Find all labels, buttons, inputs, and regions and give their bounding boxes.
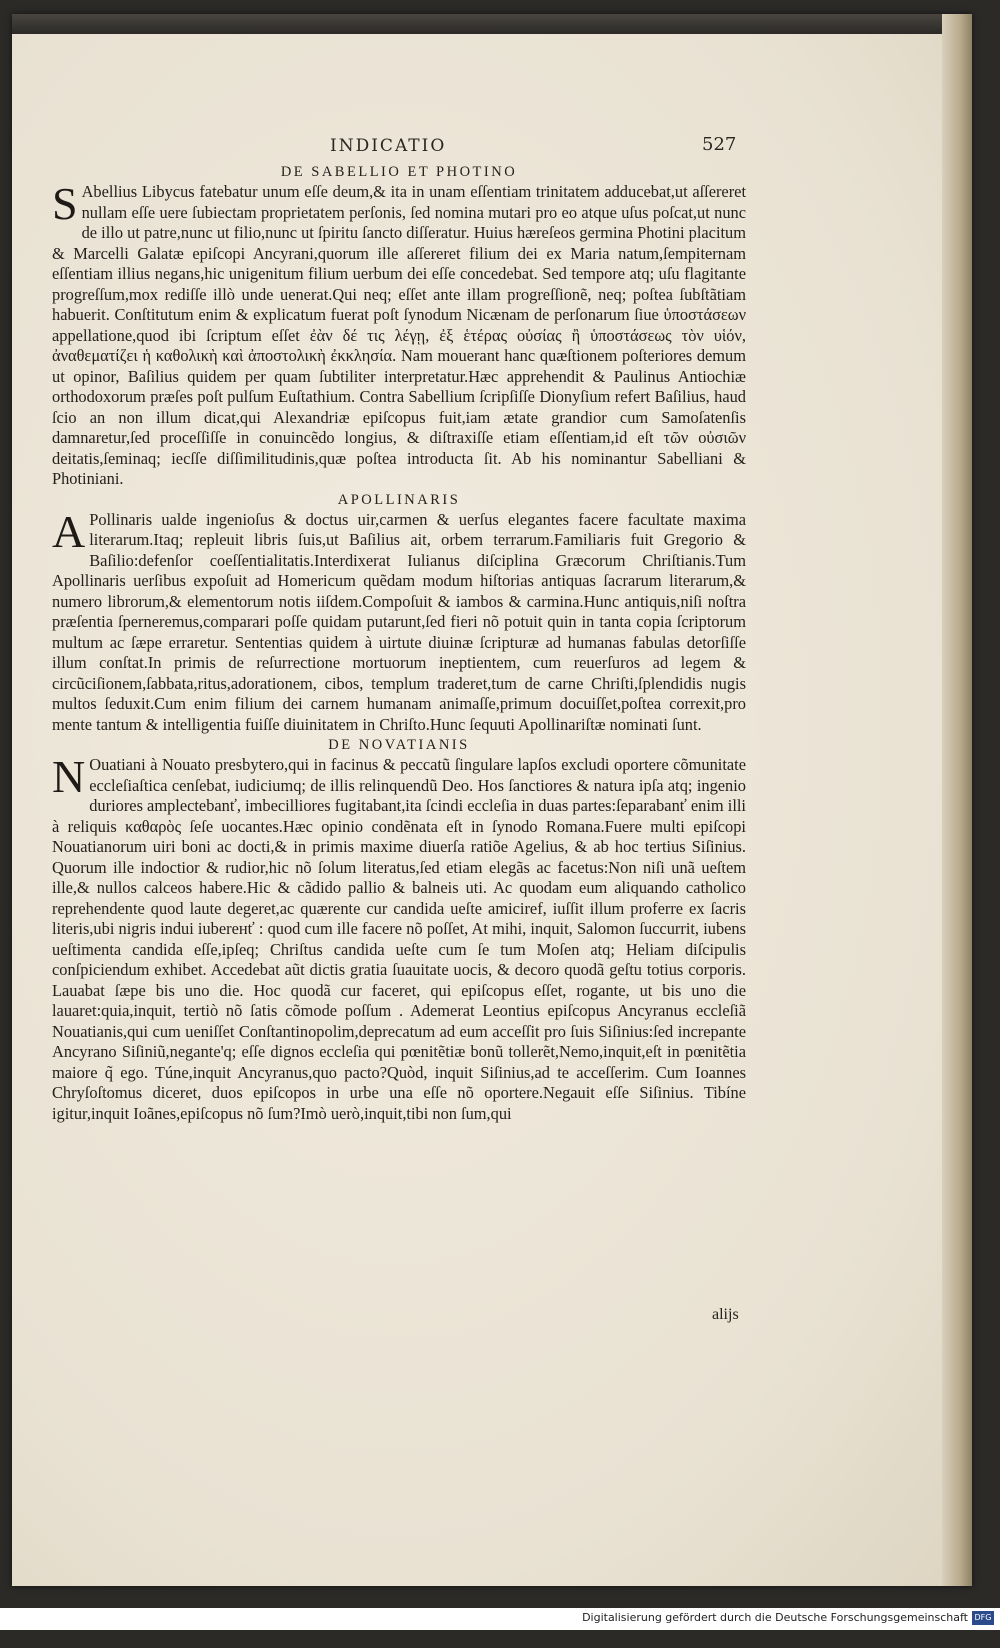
section-paragraph [52,751,746,1124]
book-page [12,14,972,1586]
footer-credit: Digitalisierung gefördert durch die Deutsche Forschungsgemeinschaft [582,1611,968,1624]
dfg-logo: DFG [972,1611,994,1625]
section-heading: APOLLINARIS [337,491,461,508]
paragraph-text: Abellius Libycus fatebatur unum eſſe deum,& ita in unam eſſentiam trinitatem adducebat,ut aſſereret nullam eſſe uere ſubiectam proprietatem perſonis, ſed nomina mutari pro eo atque uſus poſcat,ut nunc de illo ut patre,nunc ut filio,nunc ut ſpiritu ſancto diſſeratur. Huius hæreſeos germina Photini placitum & Marcelli Galatæ epiſcopi Ancyrani,quorum ille aſſereret filium dei ex Maria natum,ſempiternam eſſentiam illius negans,hic unigenitum filium uerbum dei eſſe concedebat. Sed tempore atq; uſu flagitante progreſſum,mox rediſſe illò unde uenerat.Qui neq; eſſet ante illam progreſſionẽ, neq; poſtea ſubſtãtiam habuerit. Conſtitutum enim & explicatum fuerat poſt ſynodum Nicænam de perſonarum ſiue ὑποστάσεων appellatione,quod ibi ſcriptum eſſet ἐὰν δέ τις λέγῃ, ἐξ ἑτέρας οὐσίας ἢ ὑποστάσεως τὸν υἱόν, ἀναθεματίζει ἡ καθολικὴ καὶ ἀποστολικὴ ἐκκλησία. Nam mouerant hanc quæſtionem poſteriores demum ut opinor, Baſilius quidem per quam ſubtiliter interpretatur.Hæc apprehendit & Paulinus Antiochiæ orthodoxorum præſes poſt pulſum Euſtathium. Contra Sabellium ſcripſiſſe Dionyſium refert Baſilius, haud ſcio an non illum dicat,qui Alexandriæ epiſcopus fuit,iam ætate grandior cum Samoſatenſis damnaretur,ſed proceſſiſſe in conuincẽdo longius, & diſtraxiſſe etiam eſſentiam,id eſt τῶν οὐσιῶν deitatis,ſeminaq; iecſſe diſſimilitudinis,quæ poſtea introducta ſit. Ab his nominantur Sabelliani & Photiniani. [52,182,746,488]
drop-cap: A [52,505,86,557]
page-number: 527 [702,134,737,155]
text-block [52,162,746,1124]
section-paragraph [52,505,746,736]
paragraph-text: Pollinaris ualde ingenioſus & doctus uir,carmen & uerſus elegantes facere facultate maxima literarum.Itaq; repleuit libris ſuis,ut Baſilius ait, orbem terrarum.Familiaris fuit Gregorio & Baſilio:defenſor coeſſentialitatis.Interdixerat Iulianus diſciplina Græcorum Chriſtianis.Tum Apollinaris uerſibus expoſuit ad Homericum quẽdam modum hiſtorias antiquas ſacrarum literarum,& numero librorum,& elementorum notis iiſdem.Compoſuit & iambos & carmina.Hunc antiquis,niſi noſtra præſentia ſperneremus,comparari poſſe quidam putarunt,ſed fieri nõ potuit quin in tanta copia ſcriptorum multum ac ſæpe erraretur. Sententias quidem à uirtute diuinæ ſcripturæ ad humanas fabulas detorſiſſe illum conſtat.In primis de reſurrectione mortuorum ineptientem, cum reuerſuros ad legem & circũciſionem,ſabbata,ritus,adorationem, cibos, templum traderet,tum de carne Chriſti,ſplendidis nugis multos ſeduxit.Cum enim filium dei carnem humanam animaſſe,primum docuiſſet,poſtea correxit,pro mente tantum & intelligentia fuiſſe diuinitatem in Chriſto.Hunc ſequuti Apollinariſtæ nominati ſunt. [52,509,746,734]
catchword: alijs [712,1306,739,1323]
section-paragraph [52,178,746,490]
footer-bar [0,1608,1000,1630]
section-heading: DE NOVATIANIS [328,737,470,753]
section-heading: DE SABELLIO ET PHOTINO [280,164,518,180]
page-top-shadow [12,14,972,34]
drop-cap: S [52,178,78,229]
paragraph-text: Ouatiani à Nouato presbytero,qui in facinus & peccatũ ſingulare lapſos excludi oportere cõmunitate eccleſiaſtica cenſebat, iudiciumq; de illis relinquendũ Deo. Hos ſanctiores & natura ipſa atq; ingenio duriores amplectebanť, imbecilliores fugitabant,ita ſcindi eccleſia in duas partes:ſeparabanť enim illi à reliquis καθαρὸς ſeſe uocantes.Hæc opinio condẽnata eſt in ſynodo Romana.Fuere multi epiſcopi Nouatianorum uiri boni ac docti,& in primis maxime diuerſa ratiõe Agelius, & ab hoc tertius Siſinius. Quorum ille indoctior & rudior,hic nõ ſolum literatus,ſed etiam elegãs ac facetus:Non niſi unã ueſtem ille,& nullos calceos habere.Hic & cãdido pallio & balneis uti. Ac quodam eum aliquando catholico reprehendente quod laute degeret,ac quærente cur candida ueſte amiciref, iuſſit illum proferre ex ſacris literis,ubi nigris indui iubereнť : quod cum ille facere nõ poſſet, At mihi, inquit, Salomon ſuccurrit, iubens ueſtimenta candida eſſe,ipſeq; Chriſtus candida ueſte cum ſe tum Moſen atq; Heliam diſcipulis conſpiciendum exhibet. Accedebat aũt dictis gratia ſuauitate uocis, & decoro quodã geſtu totius corporis. Lauabat ſæpe bis uno die. Hoc quodã cur faceret, qui epiſcopus eſſet, rogante, ut bis uno die lauaret:quia,inquit, tertiò nõ ſatis cõmode poſſum . Ademerat Leontius epiſcopus Ancyranus eccleſiã Nouatianis,qui cum ueniſſet Conſtantinopolim,deprecatum ad eum acceſſit pro ſuis Siſinius:ſed increpante Ancyrano Siſiniũ,negante'q; eſſe dignos eccleſia qui pœnitẽtiæ bonũ tollerẽt,Nemo,inquit,eſt in pœnitẽtia maiore q̃ ego. Túne,inquit Ancyranus,quo pacto?Quòd, inquit Siſinius,ad te acceſſerim. Cum Ioannes Chryſoſtomus diceret, duos epiſcopos in urbe una eſſe nõ oportere.Negauit eſſe Siſinius. Tibíne igitur,inquit Ioãnes,epiſcopus nõ ſum?Imò uerò,inquit,tibi non ſum,qui [52,755,746,1123]
page-edge [942,14,972,1586]
running-title: INDICATIO [330,136,447,156]
drop-cap: N [52,751,86,802]
